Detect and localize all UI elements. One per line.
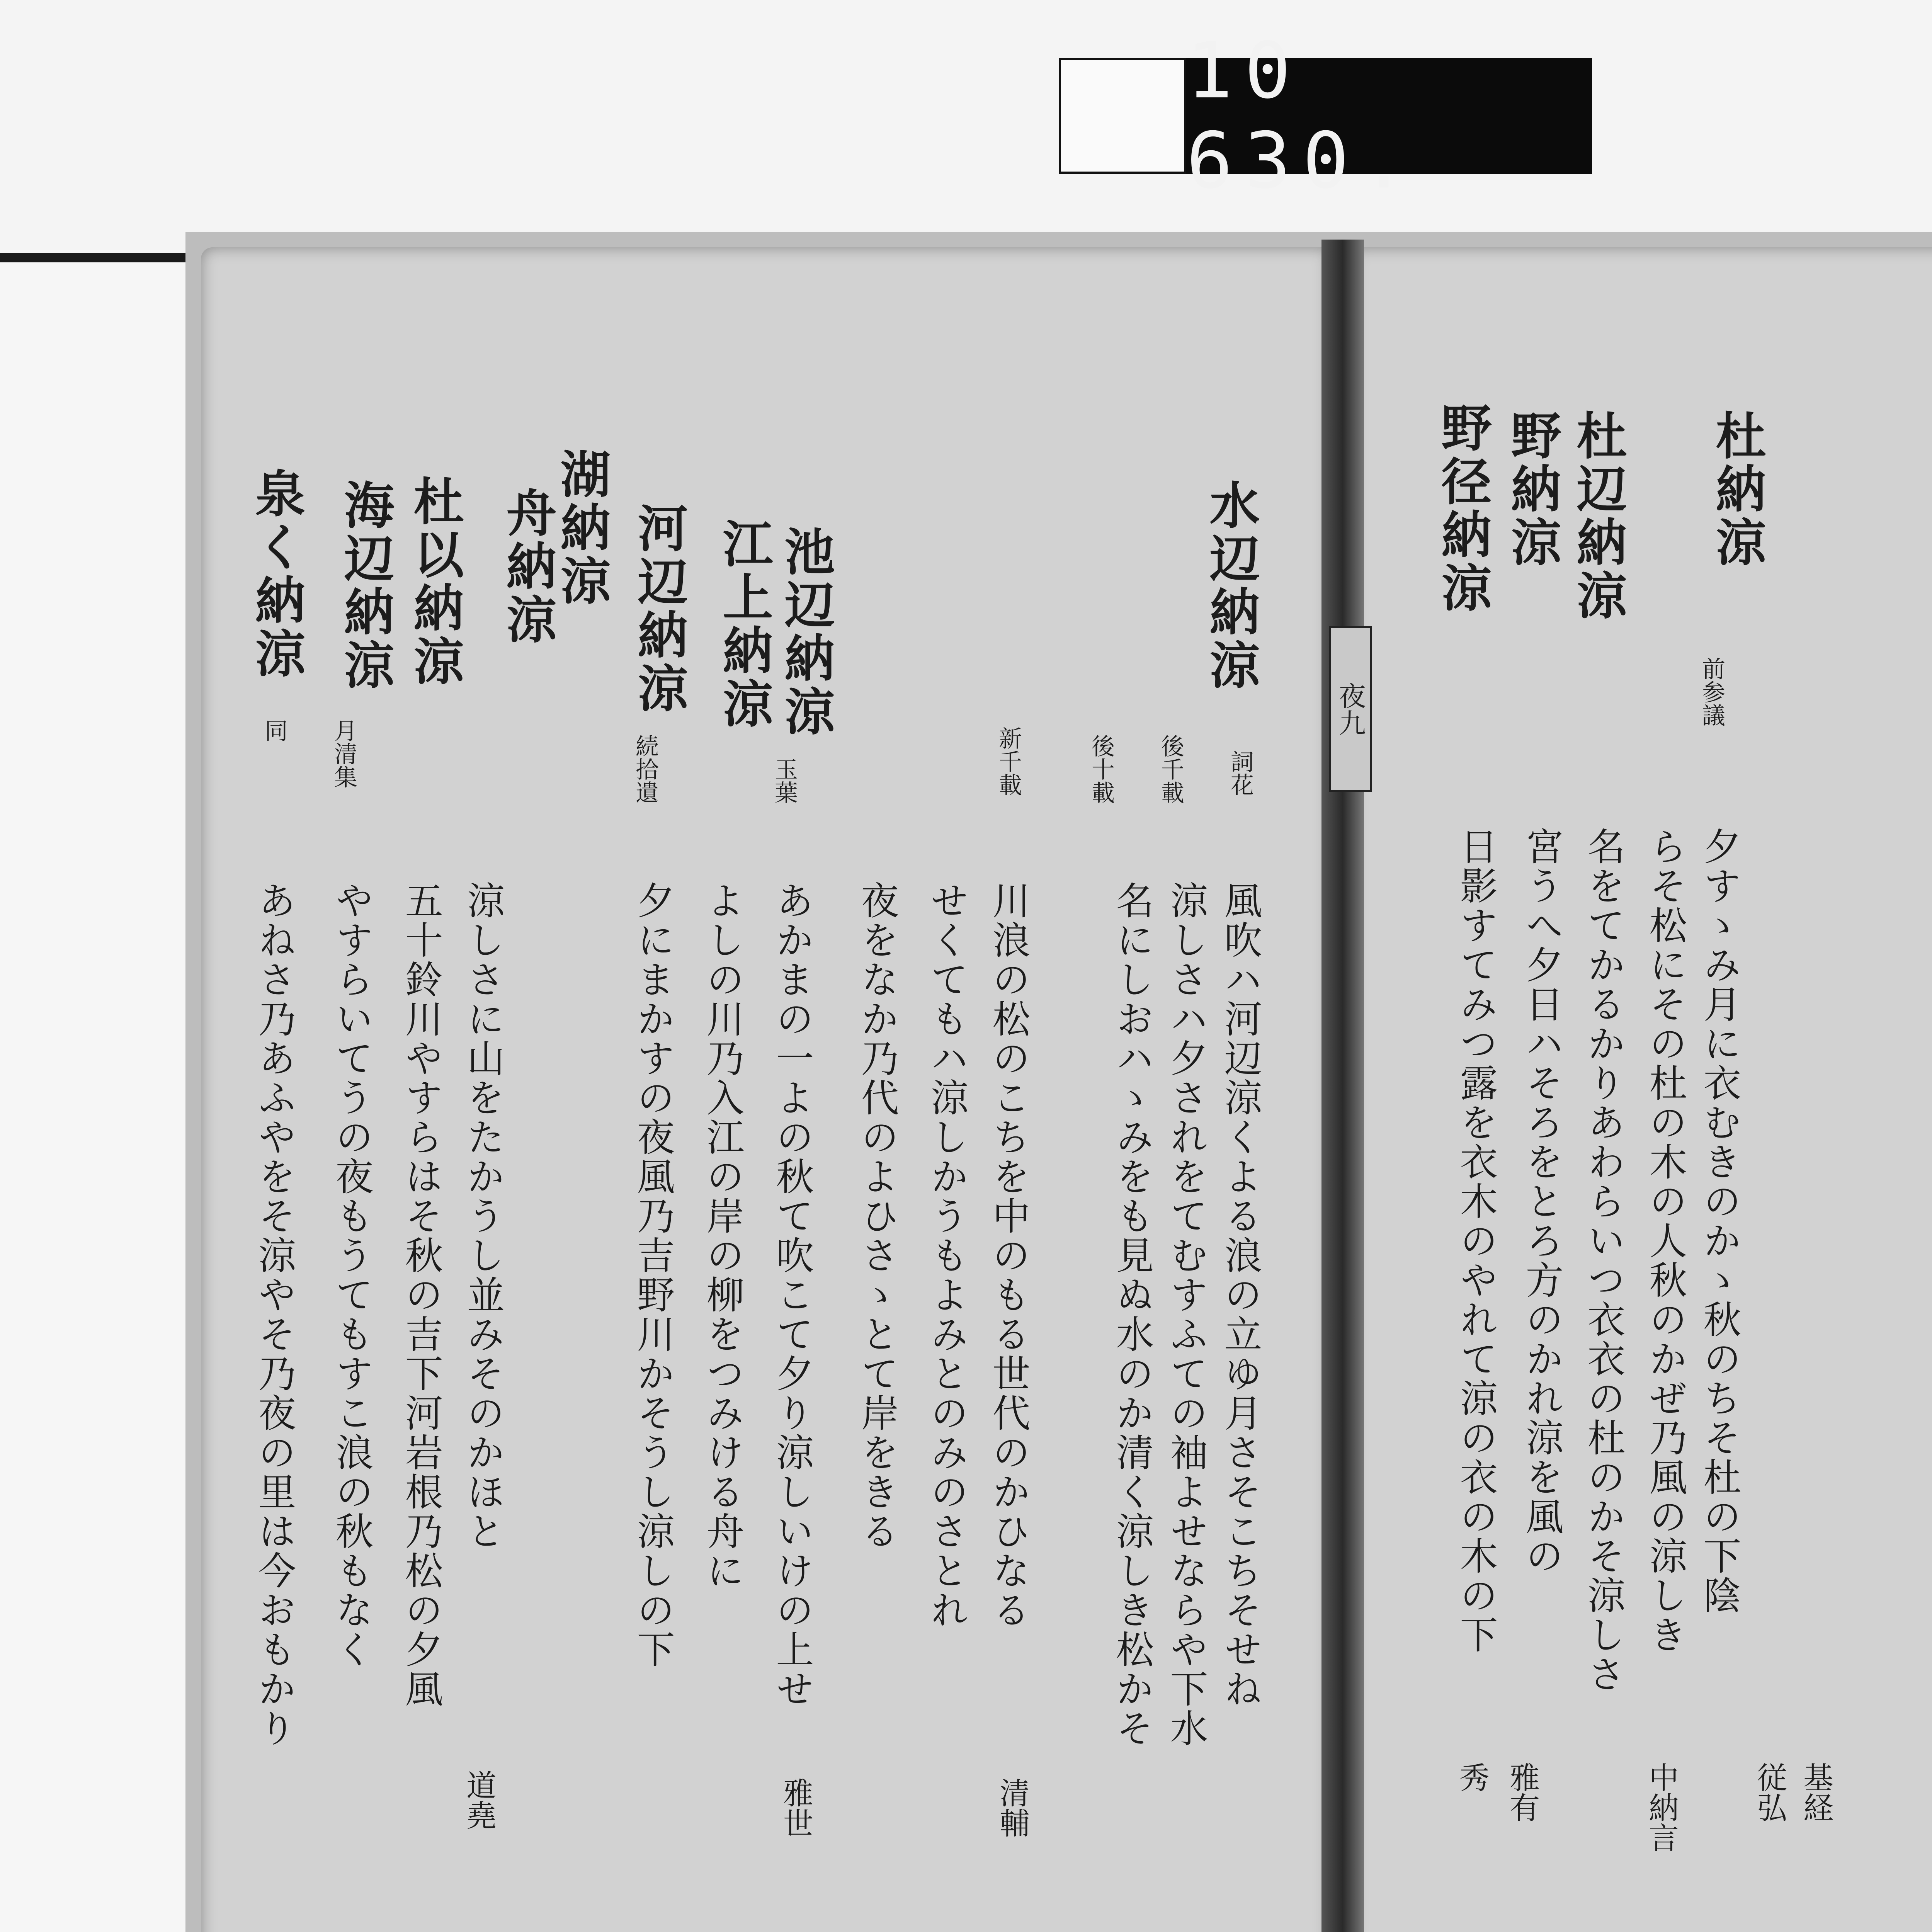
film-label <box>1059 26 1592 206</box>
left-annotation: 後十載 <box>1088 734 1115 804</box>
right-poem: らそ松にその杜の木の人秋のかぜ乃風の涼しき <box>1643 827 1687 1655</box>
left-annotation: 詞花 <box>1227 750 1254 796</box>
left-annotation: 後千載 <box>1157 734 1184 804</box>
left-poem: 夕にまかすの夜風乃吉野川かそうし涼しの下 <box>631 881 675 1669</box>
left-poem: あかまの一よの秋て吹こて夕り涼しいけの上せ <box>770 881 814 1709</box>
left-annotation: 玉葉 <box>771 757 798 804</box>
left-poem: 五十鈴川やすらはそ秋の吉下河岩根乃松の夕風 <box>399 881 443 1709</box>
right-annotation: 前参議 <box>1698 657 1725 726</box>
film-label-white-block <box>1059 58 1186 174</box>
left-annotation: 続拾遺 <box>632 734 659 804</box>
right-author: 従弘 <box>1752 1762 1787 1822</box>
left-poem: 夜をなか乃代のよひさゝとて岸をきる <box>855 881 899 1551</box>
left-annotation: 月清集 <box>330 719 357 788</box>
left-heading: 泉く納涼 <box>247 468 306 681</box>
right-heading: 野径納涼 <box>1433 402 1492 615</box>
right-heading: 杜納涼 <box>1708 410 1767 570</box>
left-heading: 海辺納涼 <box>336 479 395 692</box>
left-heading: 湖納涼 <box>552 448 611 608</box>
right-poem: 日影すてみつ露を衣木のやれて涼の衣の木の下 <box>1454 827 1498 1655</box>
left-heading: 舟納涼 <box>498 487 557 647</box>
left-annotation: 同 <box>261 719 288 742</box>
right-heading: 野納涼 <box>1503 410 1562 570</box>
book-gutter <box>1321 240 1364 1932</box>
scan-background-top <box>0 0 1932 255</box>
right-poem: 夕すゝみ月に衣むきのかゝ秋のちそ杜の下陰 <box>1697 827 1741 1615</box>
left-poem: 川浪の松のこちを中のもる世代のかひなる <box>986 881 1030 1630</box>
left-poem: よしの川乃入江の岸の柳をつみける舟に <box>700 881 744 1590</box>
left-heading: 水辺納涼 <box>1201 479 1260 692</box>
right-author: 基経 <box>1798 1762 1833 1822</box>
right-author: 秀 <box>1454 1762 1489 1792</box>
left-poem: 風吹ハ河辺涼くよる浪の立ゆ月さそこちそせね <box>1218 881 1262 1709</box>
scan-background-left <box>0 255 185 1932</box>
left-heading: 江上納涼 <box>714 518 774 731</box>
left-annotation: 新千載 <box>995 726 1022 796</box>
right-author: 中納言 <box>1644 1762 1679 1852</box>
left-poem: 名にしおハゝみをも見ぬ水のか清く涼しき松かそ <box>1110 881 1154 1748</box>
left-heading: 杜以納涼 <box>405 475 464 689</box>
left-author: 道堯 <box>461 1770 496 1830</box>
left-poem: せくてもハ涼しかうもよみとのみのさとれ <box>924 881 968 1630</box>
film-label-number: 10 630. <box>1186 58 1592 174</box>
left-heading: 池辺納涼 <box>776 526 835 739</box>
left-author: 雅世 <box>778 1777 813 1838</box>
left-poem: 涼しさに山をたかうし並みそのかほと <box>461 881 505 1551</box>
left-author: 清輔 <box>995 1777 1029 1838</box>
right-heading: 杜辺納涼 <box>1568 410 1628 623</box>
right-poem: 名をてかるかりあわらいつ衣衣の杜のかそ涼しさ <box>1581 827 1625 1694</box>
right-author: 雅有 <box>1505 1762 1539 1822</box>
left-poem: 涼しさハ夕されをてむすふての袖よせならや下水 <box>1164 881 1208 1748</box>
page-tab: 夜九 <box>1329 626 1372 792</box>
right-poem: 宮うへ夕日ハそろをとろ方のかれ涼を風の <box>1519 827 1563 1576</box>
left-poem: やすらいてうの夜もうてもすこ浪の秋もなく <box>329 881 373 1669</box>
left-poem: あねさ乃あふやをそ涼やそ乃夜の里は今おもかり <box>252 881 296 1748</box>
left-heading: 河辺納涼 <box>629 502 689 716</box>
